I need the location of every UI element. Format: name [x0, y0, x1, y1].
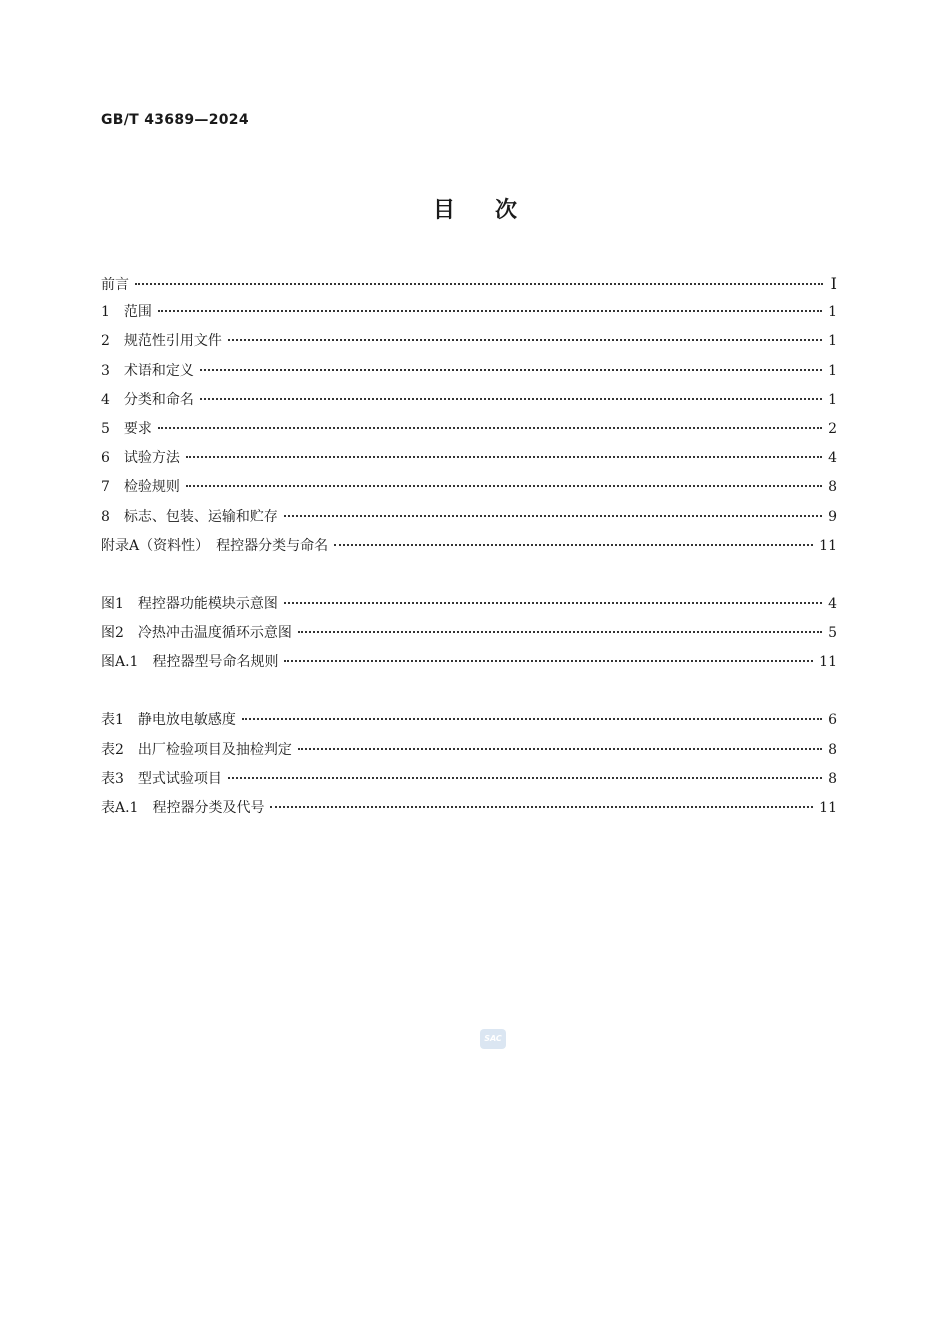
toc-entry-page: 5	[828, 625, 837, 642]
toc-entry-label: 冷热冲击温度循环示意图	[137, 625, 292, 642]
dot-leader	[284, 515, 822, 517]
toc-entry-table-2[interactable]	[101, 736, 837, 765]
toc-entry-page: 11	[819, 654, 837, 671]
dot-leader	[270, 806, 813, 808]
toc-entry-label: 静电放电敏感度	[137, 712, 236, 729]
toc-entry-label: 术语和定义	[123, 362, 194, 379]
toc-entry-table-3[interactable]	[101, 765, 837, 794]
toc-entry-page: 11	[819, 537, 837, 554]
toc-entry-page: 1	[828, 333, 837, 350]
toc-entry-figure-1[interactable]	[101, 590, 837, 619]
toc-entry-marking-packaging[interactable]	[101, 503, 837, 532]
table-of-contents	[101, 269, 837, 823]
dot-leader	[298, 748, 822, 750]
toc-entry-table-1[interactable]	[101, 706, 837, 735]
toc-entry-requirements[interactable]	[101, 415, 837, 444]
dot-leader	[135, 283, 823, 285]
dot-leader	[158, 310, 822, 312]
toc-entry-page: Ⅰ	[830, 274, 837, 293]
dot-leader	[186, 456, 822, 458]
dot-leader	[186, 485, 822, 487]
dot-leader	[228, 339, 822, 341]
toc-entry-number: 附录A（资料性）	[101, 537, 210, 554]
toc-entry-figure-2[interactable]	[101, 619, 837, 648]
toc-entry-terms[interactable]	[101, 357, 837, 386]
toc-entry-label: 试验方法	[123, 450, 180, 467]
toc-entry-annex-a[interactable]	[101, 532, 837, 561]
toc-entry-page: 2	[828, 420, 837, 437]
toc-entry-page: 9	[828, 508, 837, 525]
toc-entry-label: 程控器型号命名规则	[152, 654, 279, 671]
toc-entry-page: 8	[828, 770, 837, 787]
toc-entry-label: 范围	[123, 304, 152, 321]
toc-entry-number: 3	[101, 362, 110, 379]
toc-entry-number: 7	[101, 479, 110, 496]
toc-entry-label: 要求	[123, 420, 152, 437]
dot-leader	[200, 398, 822, 400]
toc-sections	[101, 269, 837, 561]
dot-leader	[200, 369, 822, 371]
toc-entry-number: 表2	[101, 741, 124, 758]
page-title: 目次	[432, 198, 557, 223]
toc-entry-page: 1	[828, 362, 837, 379]
toc-entry-page: 4	[828, 595, 837, 612]
toc-entry-foreword[interactable]	[101, 269, 837, 298]
toc-entry-page: 8	[828, 741, 837, 758]
toc-entry-label: 出厂检验项目及抽检判定	[137, 741, 292, 758]
toc-figures	[101, 590, 837, 678]
dot-leader	[284, 602, 822, 604]
dot-leader	[158, 427, 822, 429]
toc-entry-label: 标志、包装、运输和贮存	[123, 508, 278, 525]
toc-entry-label: 前言	[101, 277, 129, 293]
sac-logo-icon: SAC	[480, 1029, 506, 1049]
toc-tables	[101, 706, 837, 823]
toc-entry-number: 4	[101, 391, 110, 408]
toc-entry-classification[interactable]	[101, 386, 837, 415]
toc-entry-number: 图A.1	[101, 654, 139, 671]
toc-entry-label: 程控器功能模块示意图	[137, 595, 278, 612]
toc-entry-figure-a1[interactable]	[101, 648, 837, 677]
toc-entry-number: 图1	[101, 595, 124, 612]
dot-leader	[334, 544, 813, 546]
toc-entry-page: 1	[828, 391, 837, 408]
toc-entry-page: 6	[828, 712, 837, 729]
toc-entry-inspection-rules[interactable]	[101, 473, 837, 502]
dot-leader	[284, 660, 813, 662]
dot-leader	[228, 777, 822, 779]
toc-entry-number: 1	[101, 304, 110, 321]
toc-entry-page: 4	[828, 450, 837, 467]
toc-entry-number: 表A.1	[101, 800, 139, 816]
toc-entry-number: 图2	[101, 625, 124, 642]
toc-entry-number: 2	[101, 333, 110, 350]
dot-leader	[298, 631, 822, 633]
toc-entry-test-methods[interactable]	[101, 444, 837, 473]
toc-entry-number: 表3	[101, 770, 124, 787]
toc-entry-normative-references[interactable]	[101, 327, 837, 356]
toc-entry-table-a1[interactable]	[101, 794, 837, 823]
toc-entry-number: 6	[101, 450, 110, 467]
dot-leader	[242, 718, 822, 720]
toc-entry-number: 8	[101, 508, 110, 525]
toc-entry-label: 分类和命名	[123, 391, 194, 408]
toc-entry-page: 11	[819, 800, 837, 816]
toc-entry-scope[interactable]	[101, 298, 837, 327]
toc-entry-page: 8	[828, 479, 837, 496]
toc-entry-label: 程控器分类与命名	[216, 537, 329, 554]
toc-entry-number: 表1	[101, 712, 124, 729]
toc-entry-label: 型式试验项目	[137, 770, 222, 787]
toc-entry-page: 1	[828, 304, 837, 321]
toc-entry-number: 5	[101, 420, 110, 437]
document-code: GB/T 43689—2024	[101, 112, 249, 128]
toc-entry-label: 规范性引用文件	[123, 333, 222, 350]
toc-entry-label: 程控器分类及代号	[152, 800, 265, 816]
toc-entry-label: 检验规则	[123, 479, 180, 496]
